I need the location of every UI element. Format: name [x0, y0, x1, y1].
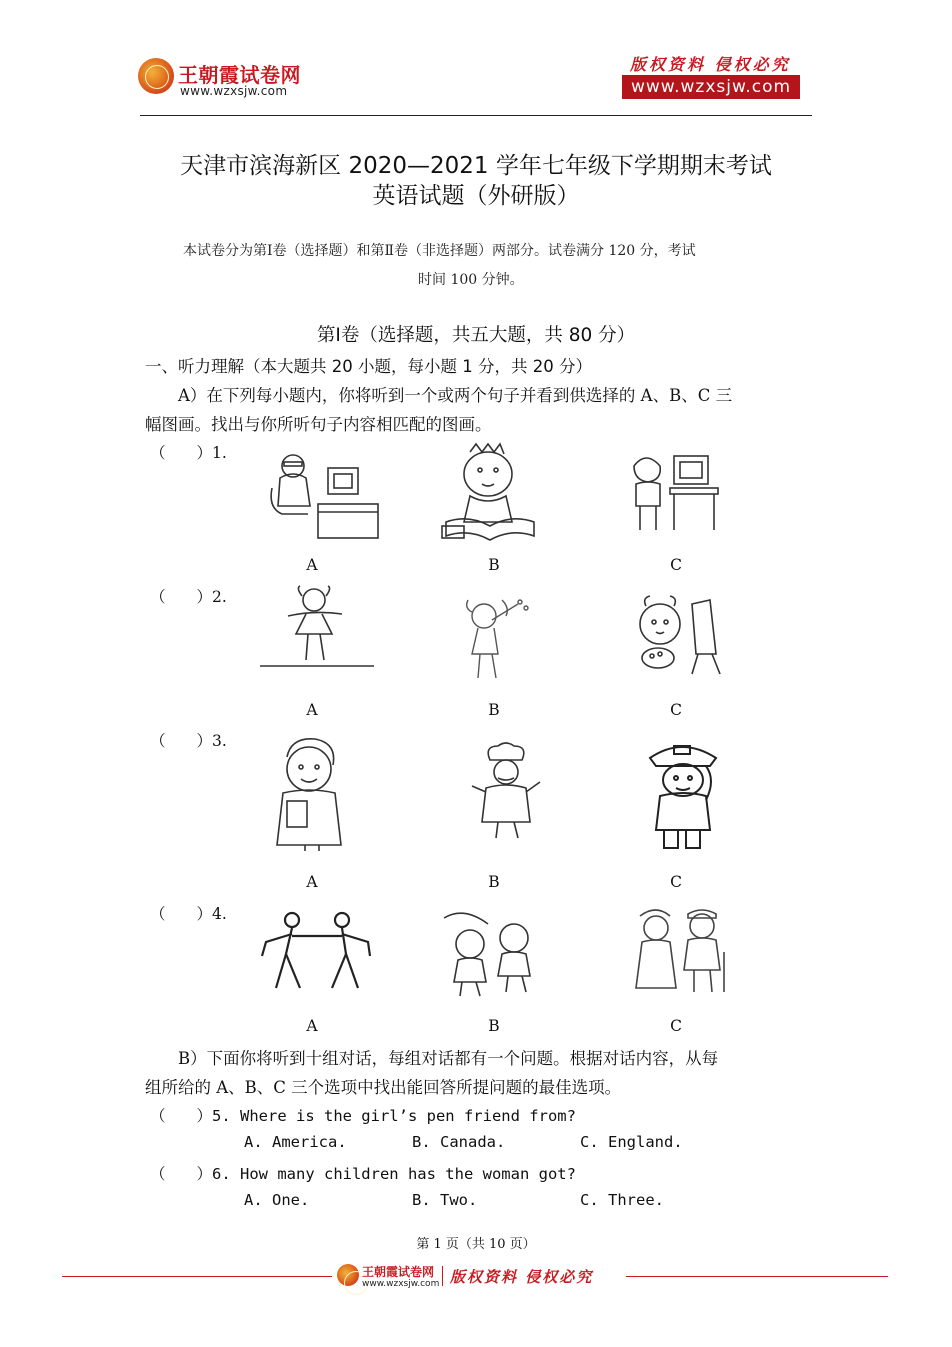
header-url-box[interactable]: www.wzxsjw.com	[622, 75, 800, 99]
part1-title: 一、听力理解（本大题共 20 小题，每小题 1 分，共 20 分）	[145, 357, 592, 376]
page-number: 第 1 页（共 10 页）	[416, 1237, 536, 1252]
header-logo-url: www.wzxsjw.com	[180, 84, 288, 98]
question-6-stem: （ ）6. How many children has the woman got?	[150, 1165, 576, 1183]
girl-at-computer-icon	[630, 450, 722, 534]
logo-seal-icon	[138, 58, 174, 94]
option-letter-a: A	[306, 1017, 318, 1035]
exam-title-line1: 天津市滨海新区 2020—2021 学年七年级下学期期末考试	[180, 153, 772, 179]
header-slogan: 版权资料 侵权必究	[630, 55, 791, 74]
girl-playing-violin-icon	[462, 596, 532, 682]
footer-left-line	[62, 1276, 332, 1277]
option-letter-c: C	[670, 556, 682, 574]
question-5-option-c: C. England.	[580, 1133, 683, 1151]
question-3-number: （ ）3.	[150, 732, 227, 750]
question-4-number: （ ）4.	[150, 905, 227, 923]
question-6-option-a: A. One.	[244, 1191, 310, 1209]
question-5-option-a: A. America.	[244, 1133, 347, 1151]
doctor-icon	[265, 735, 351, 851]
boy-at-computer-icon	[268, 448, 380, 540]
footer-logo-url: www.wzxsjw.com	[362, 1279, 440, 1289]
header-divider	[140, 115, 812, 116]
exam-title-line2: 英语试题（外研版）	[372, 183, 580, 209]
footer-logo-seal-icon	[337, 1264, 359, 1286]
cook-icon	[468, 742, 546, 842]
volume1-title: 第Ⅰ卷（选择题，共五大题，共 80 分）	[316, 325, 636, 346]
option-letter-c: C	[670, 1017, 682, 1035]
question-2-number: （ ）2.	[150, 588, 227, 606]
footer-slogan: 版权资料 侵权必究	[450, 1268, 594, 1286]
option-letter-b: B	[488, 701, 500, 719]
exam-intro-line2: 时间 100 分钟。	[418, 272, 524, 288]
sectionB-line1: B）下面你将听到十组对话，每组对话都有一个问题。根据对话内容，从每	[178, 1049, 719, 1068]
option-letter-b: B	[488, 873, 500, 891]
question-5-option-b: B. Canada.	[412, 1133, 506, 1151]
girl-dancing-icon	[258, 584, 376, 670]
option-letter-a: A	[306, 556, 318, 574]
old-couple-icon	[632, 904, 728, 996]
question-6-option-c: C. Three.	[580, 1191, 664, 1209]
sectionA-line1: A）在下列每小题内，你将听到一个或两个句子并看到供选择的 A、B、C 三	[178, 386, 733, 405]
header-logo-name: 王朝霞试卷网	[178, 63, 301, 87]
footer-divider	[442, 1266, 443, 1286]
children-playing-icon	[440, 908, 546, 998]
question-1-number: （ ）1.	[150, 444, 227, 462]
footer-right-line	[626, 1276, 888, 1277]
boy-reading-book-icon	[440, 440, 540, 544]
police-officer-icon	[644, 736, 722, 852]
footer-logo-name: 王朝霞试卷网	[362, 1265, 435, 1279]
question-5-stem: （ ）5. Where is the girl’s pen friend from?	[150, 1107, 576, 1125]
option-letter-a: A	[306, 873, 318, 891]
question-6-option-b: B. Two.	[412, 1191, 478, 1209]
exam-intro-line1: 本试卷分为第Ⅰ卷（选择题）和第Ⅱ卷（非选择题）两部分。试卷满分 120 分，考试	[183, 243, 696, 259]
people-dancing-icon	[258, 910, 374, 996]
option-letter-c: C	[670, 701, 682, 719]
option-letter-b: B	[488, 1017, 500, 1035]
sectionB-line2: 组所给的 A、B、C 三个选项中找出能回答所提问题的最佳选项。	[145, 1078, 622, 1097]
option-letter-c: C	[670, 873, 682, 891]
option-letter-b: B	[488, 556, 500, 574]
sectionA-line2: 幅图画。找出与你所听句子内容相匹配的图画。	[145, 415, 492, 434]
girl-painting-icon	[630, 594, 730, 680]
option-letter-a: A	[306, 701, 318, 719]
